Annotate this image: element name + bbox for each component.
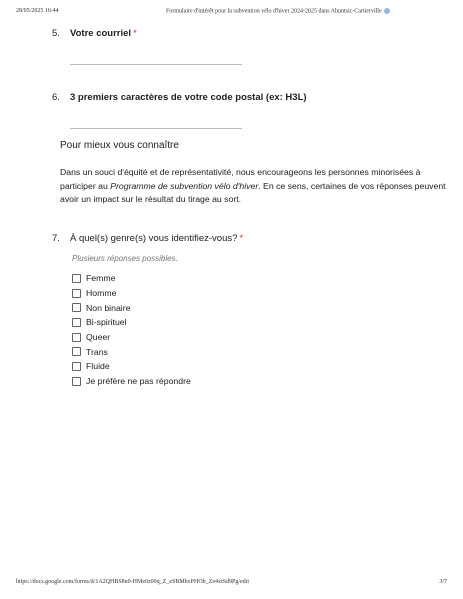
page-url: https://docs.google.com/forms/d/1A2QHBS8n0-HMe0z00q_Z_eSBMbxPHOb_Ze4xtSd9Pg/edit — [16, 579, 249, 585]
checkbox[interactable] — [72, 303, 81, 312]
option-label: Queer — [86, 332, 111, 343]
print-header — [16, 8, 447, 22]
option-label: Homme — [86, 288, 117, 299]
option-label: Bi-spirituel — [86, 317, 127, 328]
gender-option[interactable] — [72, 315, 191, 330]
option-label: Trans — [86, 346, 108, 357]
gender-option[interactable] — [72, 344, 191, 359]
required-asterisk: * — [133, 28, 137, 39]
checkbox[interactable] — [72, 333, 81, 342]
option-label: Je préfère ne pas répondre — [86, 376, 191, 387]
section-description — [60, 166, 446, 207]
document-title-text: Formulaire d'intérêt pour la subvention vélo d'hiver 2024-2025 dans Ahuntsic-Cartierville — [166, 8, 382, 15]
document-title — [166, 8, 390, 14]
option-label: Fluide — [86, 361, 110, 372]
question-number: 5. — [52, 28, 60, 39]
question-postal-code — [52, 92, 443, 132]
question-gender — [52, 233, 443, 249]
gender-option[interactable] — [72, 359, 191, 374]
gender-option[interactable] — [72, 330, 191, 345]
print-date: 28/05/2025 16:44 — [16, 8, 59, 14]
forms-icon — [384, 8, 390, 14]
question-email — [52, 28, 443, 68]
gender-option[interactable] — [72, 286, 191, 301]
checkbox[interactable] — [72, 347, 81, 356]
section-text: Dans un souci d'équité et de représentativité, nous encourageons les personnes minorisées à participer au — [60, 167, 421, 191]
page-number: 3/7 — [439, 579, 447, 585]
option-label: Non binaire — [86, 302, 131, 313]
question-title-text: Votre courriel — [70, 28, 132, 39]
section-title: Pour mieux vous connaître — [60, 140, 179, 151]
program-name: Programme de subvention vélo d'hiver — [110, 180, 259, 191]
checkbox[interactable] — [72, 289, 81, 298]
required-asterisk: * — [239, 233, 244, 244]
question-title — [70, 233, 243, 244]
gender-option[interactable] — [72, 300, 191, 315]
section-text: . En ce sens, certaines de vos réponses peuvent avoir un impact sur le résultat du tirage au sort. — [60, 180, 446, 204]
multiple-answers-hint: Plusieurs réponses possibles. — [72, 254, 178, 263]
postal-code-answer-field[interactable] — [70, 128, 242, 129]
gender-options-list — [72, 271, 191, 389]
gender-option[interactable] — [72, 271, 191, 286]
question-number: 7. — [52, 233, 60, 244]
print-footer — [16, 579, 447, 589]
email-answer-field[interactable] — [70, 64, 242, 65]
option-label: Femme — [86, 273, 116, 284]
checkbox[interactable] — [72, 362, 81, 371]
question-number: 6. — [52, 92, 60, 103]
checkbox[interactable] — [72, 377, 81, 386]
checkbox[interactable] — [72, 318, 81, 327]
gender-option[interactable] — [72, 374, 191, 389]
question-title — [70, 28, 137, 39]
question-title: 3 premiers caractères de votre code postal (ex: H3L) — [70, 92, 307, 103]
question-title-text: À quel(s) genre(s) vous identifiez-vous? — [70, 233, 238, 244]
checkbox[interactable] — [72, 274, 81, 283]
